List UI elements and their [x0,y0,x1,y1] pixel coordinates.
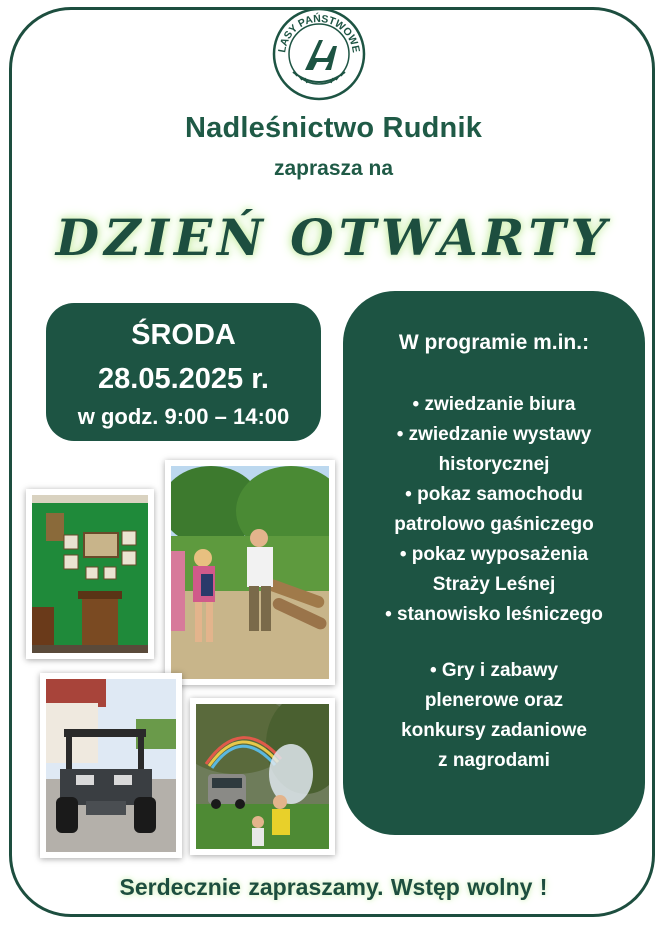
program-item-continuation: konkursy zadaniowe [401,720,587,741]
program-item [361,390,627,420]
program-item-continuation: z nagrodami [438,750,550,771]
program-item-text: • pokaz samochodu [405,484,583,505]
svg-text:LASY PAŃSTWOWE: LASY PAŃSTWOWE [276,12,362,54]
program-item-text: • zwiedzanie biura [412,394,576,415]
water-spray-rainbow-photo [190,698,335,855]
program-item-text: • zwiedzanie wystawy [396,424,592,445]
program-item [361,540,627,600]
program-item-continuation: patrolowo gaśniczego [394,514,594,535]
program-item [361,600,627,630]
exhibition-room-photo [26,489,154,659]
footer-invitation: Serdecznie zapraszamy. Wstęp wolny ! [119,874,548,900]
event-headline: DZIEŃ OTWARTY [55,208,612,267]
program-item-continuation: Straży Leśnej [432,574,556,595]
program-item [361,656,627,776]
event-day: ŚRODA [131,319,236,351]
patrol-vehicle-photo [40,673,182,858]
program-item [361,420,627,480]
program-item [361,480,627,540]
program-item-text: • pokaz wyposażenia [399,544,589,565]
program-title: W programie m.in.: [398,331,590,354]
event-date: 28.05.2025 r. [98,363,269,395]
program-item-continuation: historycznej [438,454,550,475]
event-date-box [46,303,321,441]
event-hours: w godz. 9:00 – 14:00 [77,404,290,429]
organization-name: Nadleśnictwo Rudnik [184,112,483,144]
invitation-text: zaprasza na [273,157,394,180]
program-box [343,291,645,835]
children-log-photo [165,460,335,685]
program-item-text: • Gry i zabawy [429,660,559,681]
program-item-continuation: plenerowe oraz [424,690,564,711]
program-item-text: • stanowisko leśniczego [385,604,603,625]
lasy-panstwowe-logo [271,6,367,102]
